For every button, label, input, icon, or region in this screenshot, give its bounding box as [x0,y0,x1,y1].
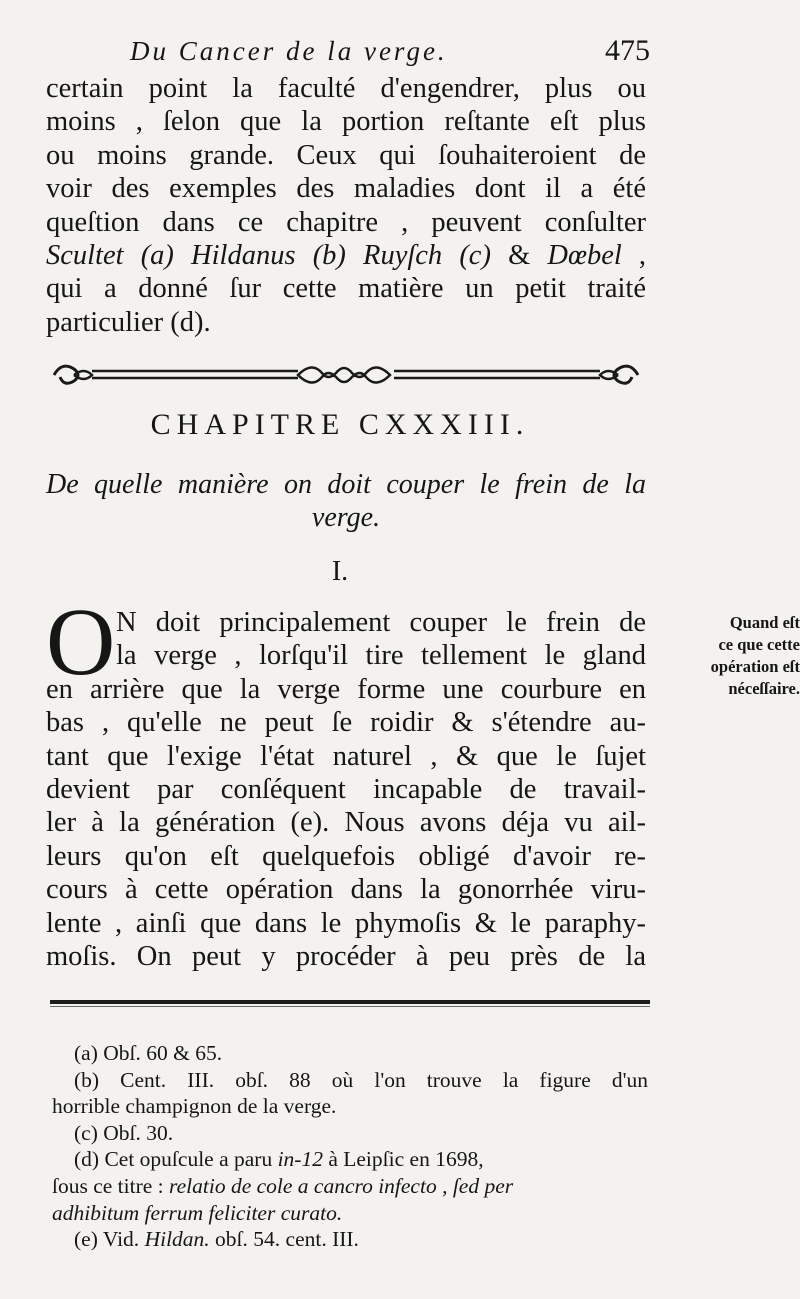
footnote-e-author: Hildan. [144,1227,210,1252]
margin-note-line: ce que cette [718,635,800,654]
author-scultet: Scultet [46,240,124,272]
footnotes [52,1040,648,1253]
subtitle-line: verge. [311,502,381,533]
drop-cap: O [46,588,116,695]
text-line: moins , ſelon que la portion reſtante eſt plus [46,106,646,138]
footnote-d-text: à Leipſic en 1698, [322,1147,484,1172]
text-line: qui a donné ſur cette matière un petit traité [46,273,646,305]
footnote-d-format: in-12 [277,1147,323,1172]
chapter-title: CHAPITRE CXXXIII. [150,408,530,441]
text-line: tant que l'exige l'état naturel , & que le ſujet [46,740,646,772]
footnote-e [52,1226,648,1253]
footnote-rule [50,1000,650,1004]
footnote-rule-thin [50,1006,650,1007]
running-head [130,36,650,67]
authors-line [46,239,646,272]
footnote-c: (c) Obſ. 30. [74,1120,174,1145]
footnote-d-title: relatio de cole a cancro infecto , ſed per [169,1173,514,1198]
footnote-d-cont [52,1173,648,1200]
text-line: particulier (d). [46,306,211,338]
footnote-d [52,1146,648,1173]
chapter-subtitle [46,468,646,534]
text-line: en arrière que la verge forme une courbure en [46,673,646,705]
text-line: N doit principalement couper le frein de [116,607,646,638]
text-line: moſis. On peut y procéder à peu près de la [46,941,646,973]
text-line: voir des exemples des maladies dont il a été [46,173,646,205]
author-doebel: Dœbel [547,240,622,272]
main-paragraph [46,606,646,973]
text-line: queſtion dans ce chapitre , peuvent conſulter [46,206,646,238]
footnote-e-text: obſ. 54. cent. III. [209,1227,359,1252]
section-number: I. [331,556,349,587]
ref-c: (c) [459,240,491,272]
margin-note-line: opération eſt [710,657,800,676]
subtitle-line: De quelle manière on doit couper le frein de la [46,469,646,500]
comma: , [638,240,647,272]
text-line: leurs qu'on eſt quelquefois obligé d'avoir re- [46,840,646,872]
text-line: certain point la faculté d'engendrer, plus ou [46,73,646,104]
footnote-d-title-cont: adhibitum ferrum feliciter curato. [52,1200,343,1225]
footnote-b-cont: horrible champignon de la verge. [52,1094,337,1119]
text-line: lente , ainſi que dans le phymoſis & le paraphy- [46,907,646,939]
text-line: devient par conſéquent incapable de travail- [46,774,646,806]
margin-note-line: Quand eſt [729,613,800,632]
text-line: ou moins grande. Ceux qui ſouhaiteroient de [46,139,646,171]
text-line: cours à cette opération dans la gonorrhée viru- [46,874,646,906]
top-paragraph [46,72,646,339]
footnote-b: (b) Cent. III. obſ. 88 où l'on trouve la figure d'un [74,1067,648,1092]
ornament-divider [46,355,646,395]
ref-b: (b) [312,240,346,272]
ref-a: (a) [140,240,174,272]
margin-note [655,612,800,700]
running-head-title: Du Cancer de la verge. [130,36,448,66]
ampersand: & [508,240,531,272]
footnote-a: (a) Obſ. 60 & 65. [74,1041,223,1065]
page-number: 475 [605,34,650,67]
text-line: ler à la génération (e). Nous avons déja vu ail- [46,807,646,839]
footnote-d-text: (d) Cet opuſcule a paru [74,1147,278,1172]
text-line: bas , qu'elle ne peut ſe roidir & s'étendre au- [46,707,646,739]
margin-note-line: néceſſaire. [728,679,800,698]
footnote-d-text: ſous ce titre : [52,1173,170,1198]
author-ruysch: Ruyſch [363,240,443,272]
text-line: la verge , lorſqu'il tire tellement le gland [116,640,646,672]
author-hildanus: Hildanus [191,240,296,272]
footnote-e-text: (e) Vid. [74,1227,145,1252]
